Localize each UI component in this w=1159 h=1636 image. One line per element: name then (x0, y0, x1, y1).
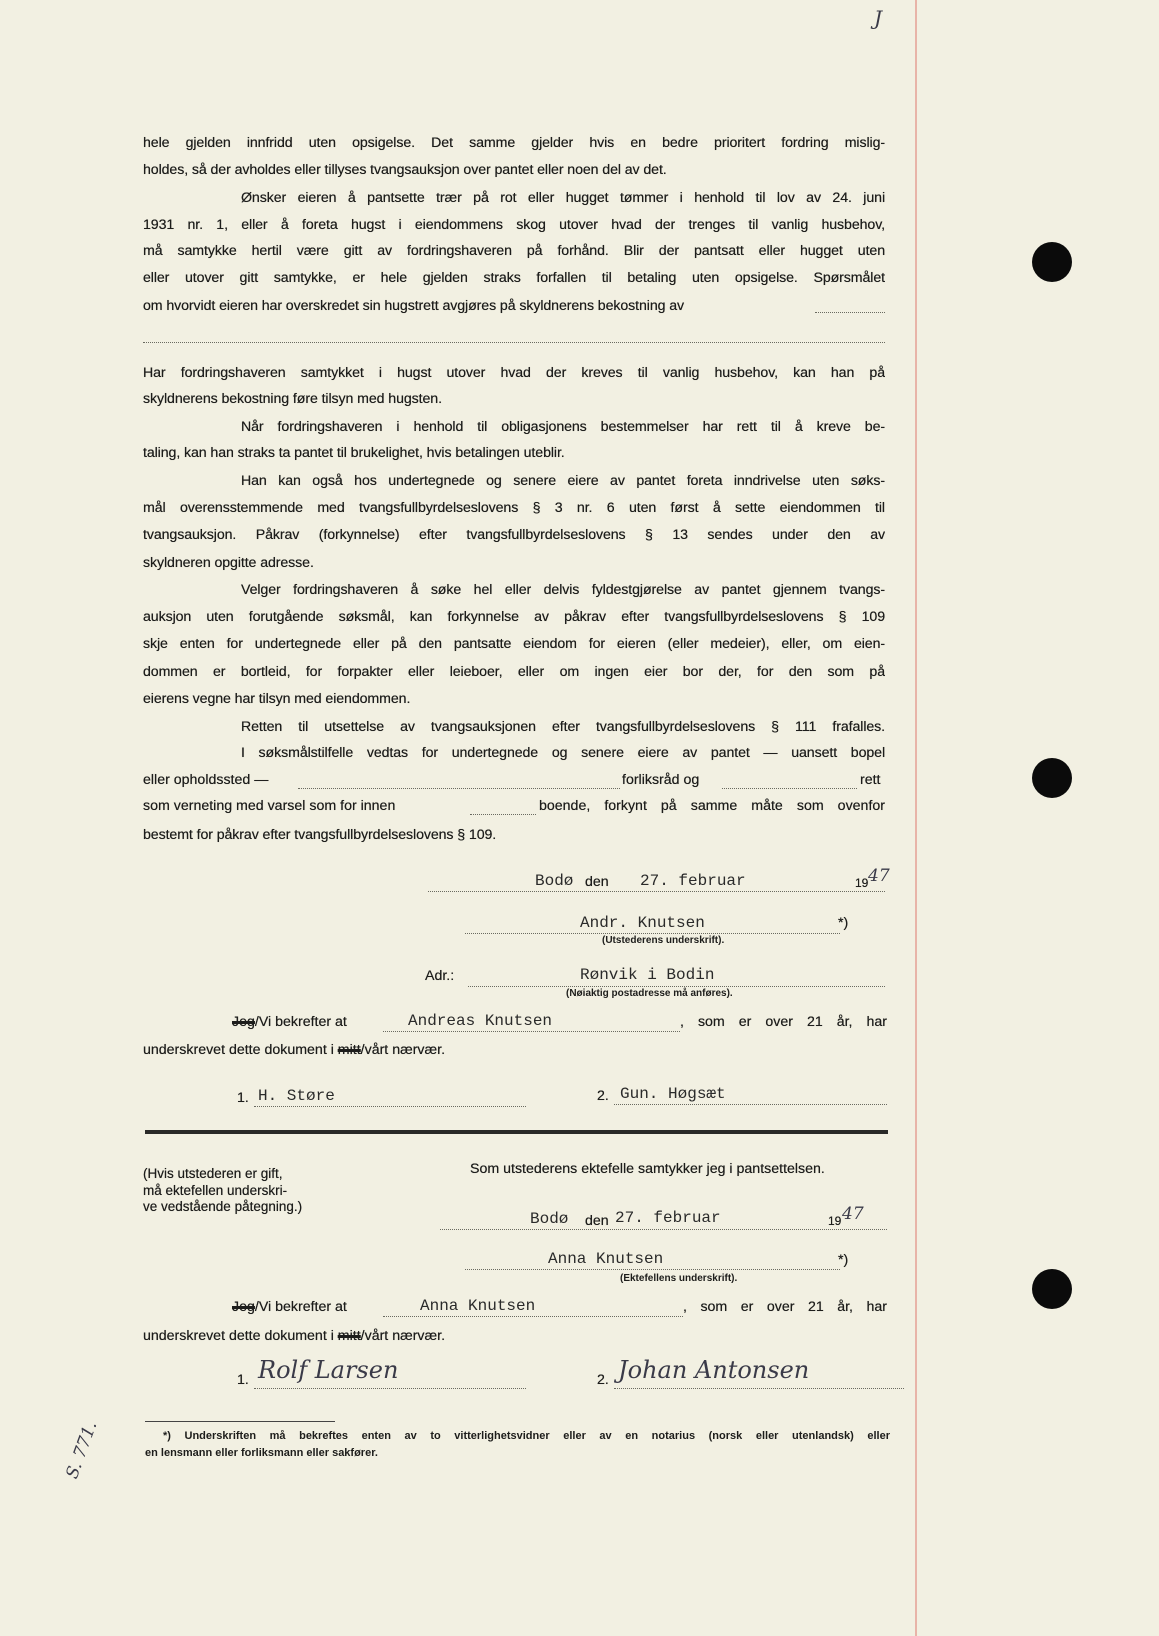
text-line: som verneting med varsel som for innen (143, 798, 396, 814)
text-line: bestemt for påkrav efter tvangsfullbyrdelseslovens § 109. (143, 827, 497, 843)
text-line: rett (860, 772, 881, 788)
presence-b: /vårt nærvær. (360, 1328, 446, 1344)
fill-line (465, 933, 840, 934)
text-line: Har fordringshaveren samtykket i hugst utover hvad der kreves til vanlig husbehov, kan han på (143, 365, 885, 381)
struck-word: mitt (337, 1042, 361, 1058)
punch-hole (1032, 242, 1072, 282)
witness-2-number: 2. (597, 1372, 609, 1388)
confirm-text: /Vi bekrefter at (254, 1299, 347, 1315)
year-suffix: 47 (842, 1204, 864, 1224)
fill-line (383, 1316, 683, 1317)
fill-line (383, 1031, 680, 1032)
footnote-line: en lensmann eller forliksmann eller sakfører. (145, 1447, 378, 1459)
text-line: om hvorvidt eieren har overskredet sin hugstrett avgjøres på skyldnerens bekostning av (143, 298, 685, 314)
confirm-name: Anna Knutsen (420, 1297, 536, 1315)
text-line: eierens vegne har tilsyn med eiendommen. (143, 691, 411, 707)
note-line: (Hvis utstederen er gift, (143, 1166, 283, 1181)
header-mark: J (874, 6, 883, 30)
confirm-tail: , som er over 21 år, har (680, 1014, 887, 1030)
address-label: Adr.: (425, 968, 455, 984)
fill-line (614, 1388, 904, 1389)
issuer-signature: Andr. Knutsen (580, 914, 705, 932)
margin-rule (915, 0, 917, 1636)
fill-line (468, 986, 885, 987)
presence-text (143, 1328, 445, 1344)
fill-line (254, 1388, 526, 1389)
confirm-name: Andreas Knutsen (408, 1012, 553, 1030)
witness-1-number: 1. (237, 1372, 249, 1388)
text-line: auksjon uten forutgående søksmål, kan forkynnelse av påkrav efter tvangsfullbyrdelseslovens § 109 (143, 609, 885, 625)
confirm-label (232, 1014, 347, 1030)
text-line: tvangsauksjon. Påkrav (forkynnelse) efter tvangsfullbyrdelseslovens § 13 sendes under den av (143, 527, 885, 543)
text-line: I søksmålstilfelle vedtas for undertegnede og senere eiere av pantet — uansett bopel (241, 745, 885, 761)
presence-a: underskrevet dette dokument i (143, 1042, 338, 1058)
note-line: må ektefellen underskri- (143, 1182, 288, 1198)
text-line: Når fordringshaveren i henhold til obligasjonens bestemmelser har rett til å kreve be- (241, 419, 885, 435)
address-caption: (Nøiaktig postadresse må anføres). (566, 988, 733, 999)
signature-caption: (Utstederens underskrift). (602, 935, 725, 946)
witness-2-name: Gun. Høgsæt (620, 1085, 726, 1103)
fill-line (143, 342, 885, 343)
spouse-consent: Som utstederens ektefelle samtykker jeg i pantsettelsen. (470, 1161, 825, 1177)
fill-line (440, 1229, 887, 1230)
text-line: skje enten for undertegnede eller på den pantsatte eiendom for eieren (eller medeier), eller, om eien- (143, 636, 885, 652)
fill-line (465, 1269, 840, 1270)
fill-line (254, 1106, 526, 1107)
year-prefix: 19 (828, 1214, 842, 1228)
text-line: Velger fordringshaveren å søke hel eller delvis fyldestgjørelse av pantet gjennem tvangs- (241, 582, 885, 598)
witness-1-name: H. Støre (258, 1087, 335, 1105)
punch-hole (1032, 1269, 1072, 1309)
struck-word: mitt (337, 1328, 361, 1344)
text-line: forliksråd og (622, 772, 700, 788)
footnote (145, 1428, 890, 1462)
den-label: den (585, 874, 609, 890)
year-prefix: 19 (855, 876, 869, 890)
confirm-text: /Vi bekrefter at (254, 1014, 347, 1030)
text-line: 1931 nr. 1, eller å foreta hugst i eiendommens skog utover hvad der trenges til vanlig husbehov, (143, 217, 885, 233)
confirm-tail: , som er over 21 år, har (683, 1299, 887, 1315)
text-line: skyldnerens bekostning føre tilsyn med hugsten. (143, 391, 442, 407)
punch-hole (1032, 758, 1072, 798)
text-line: eller utover gitt samtykke, er hele gjelden straks forfallen til betaling uten opsigelse. Spørsmålet (143, 270, 885, 286)
text-line: Retten til utsettelse av tvangsauksjonen efter tvangsfullbyrdelseslovens § 111 frafalles. (241, 719, 885, 735)
witness-1-number: 1. (237, 1090, 249, 1106)
place: Bodø (530, 1210, 569, 1228)
text-line: boende, forkynt på samme måte som ovenfor (539, 798, 885, 814)
witness-2-signature: Johan Antonsen (618, 1356, 810, 1384)
fill-line (470, 814, 536, 815)
margin-note: S. 771. (62, 1418, 102, 1482)
spouse-signature: Anna Knutsen (548, 1250, 664, 1268)
year-suffix: 47 (868, 866, 890, 886)
text-line: Ønsker eieren å pantsette trær på rot eller hugget tømmer i henhold til lov av 24. juni (241, 190, 885, 206)
fill-line (428, 891, 885, 892)
text-line: skyldneren opgitte adresse. (143, 555, 314, 571)
text-line: Han kan også hos undertegnede og senere eiere av pantet foreta inndrivelse uten søks- (241, 473, 885, 489)
witness-1-signature: Rolf Larsen (258, 1356, 399, 1384)
footnote-marker: *) (838, 915, 849, 931)
presence-b: /vårt nærvær. (360, 1042, 446, 1058)
presence-text (143, 1042, 445, 1058)
date: 27. februar (615, 1209, 721, 1227)
text-line: hele gjelden innfridd uten opsigelse. Det samme gjelder hvis en bedre prioritert fordring mislig- (143, 135, 885, 151)
note-line: ve vedstående påtegning.) (143, 1199, 303, 1214)
text-line: mål overensstemmende med tvangsfullbyrdelseslovens § 3 nr. 6 uten først å sette eiendommen til (143, 500, 885, 516)
witness-2-number: 2. (597, 1088, 609, 1104)
fill-line (815, 312, 885, 313)
struck-word: Jeg (232, 1299, 255, 1315)
signature-caption: (Ektefellens underskrift). (620, 1273, 738, 1284)
text-line: holdes, så der avholdes eller tillyses tvangsauksjon over pantet eller noen del av det. (143, 162, 667, 178)
section-divider (145, 1130, 888, 1134)
footnote-line: *) Underskriften må bekreftes enten av to vitterlighetsvidner eller av en notarius (norsk eller utenlandsk) eller (163, 1430, 890, 1442)
text-line: eller opholdssted — (143, 772, 269, 788)
footnote-marker: *) (838, 1252, 849, 1268)
struck-word: Jeg (232, 1014, 255, 1030)
presence-a: underskrevet dette dokument i (143, 1328, 338, 1344)
footnote-rule (145, 1421, 335, 1422)
confirm-label (232, 1299, 347, 1315)
fill-line (298, 788, 620, 789)
text-line: dommen er bortleid, for forpakter eller leieboer, eller om ingen eier bor der, for den som på (143, 664, 885, 680)
date: 27. februar (640, 872, 746, 890)
place: Bodø (535, 872, 574, 890)
address-value: Rønvik i Bodin (580, 966, 715, 984)
text-line: må samtykke hertil være gitt av fordringshaveren på forhånd. Blir der pantsatt eller hugget uten (143, 243, 885, 259)
fill-line (614, 1104, 887, 1105)
den-label: den (585, 1213, 609, 1229)
spouse-note (143, 1166, 302, 1216)
fill-line (722, 788, 857, 789)
text-line: taling, kan han straks ta pantet til brukelighet, hvis betalingen uteblir. (143, 445, 565, 461)
